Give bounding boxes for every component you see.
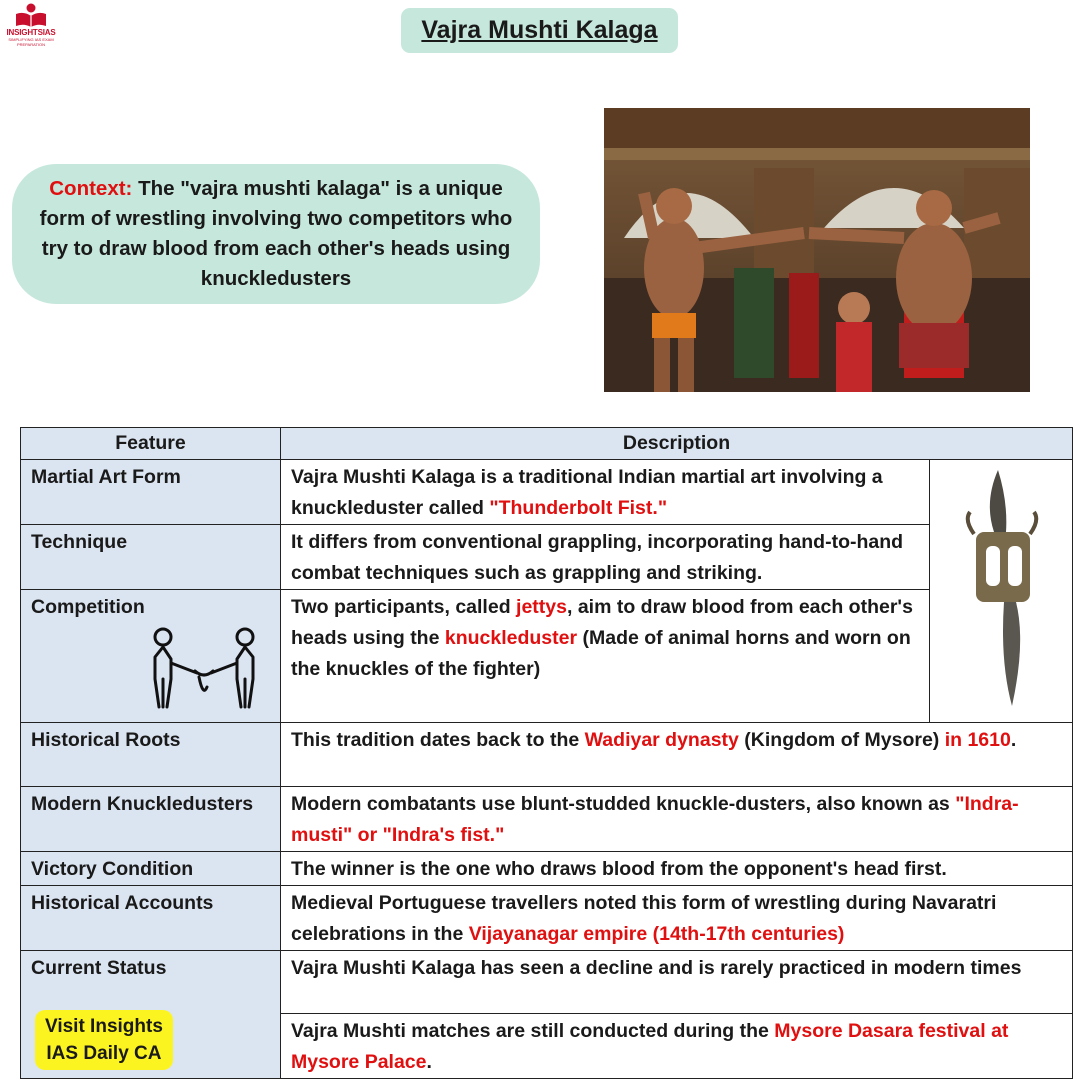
description-cell: Vajra Mushti Kalaga is a traditional Indian martial art involving a knuckleduster called "Thunderbolt Fist." (281, 460, 930, 525)
insightsias-logo (2, 2, 60, 48)
description-cell: Medieval Portuguese travellers noted this form of wrestling during Navaratri celebrations in the Vijayanagar empire (14th-17th centuries) (281, 886, 1073, 951)
feature-cell-label: Competition (31, 596, 145, 619)
context-box (12, 164, 540, 304)
feature-cell: Technique (21, 525, 281, 590)
description-column-header: Description (281, 428, 1073, 460)
feature-cell-label: Current Status (31, 957, 167, 979)
wrestling-photo (604, 108, 1030, 392)
table-row (21, 723, 1073, 787)
visit-line-1: Visit Insights (45, 1016, 163, 1037)
description-cell: Vajra Mushti matches are still conducted during the Mysore Dasara festival at Mysore Palace. (281, 1014, 1073, 1079)
wrestlers-icon (149, 627, 259, 709)
feature-cell (21, 951, 281, 1079)
table-row (21, 590, 1073, 723)
feature-column-header: Feature (21, 428, 281, 460)
description-cell: It differs from conventional grappling, incorporating hand-to-hand combat techniques such as grappling and striking. (281, 525, 930, 590)
feature-cell: Historical Roots (21, 723, 281, 787)
context-label: Context: (49, 177, 133, 200)
visit-line-2: IAS Daily CA (46, 1043, 162, 1064)
description-cell: This tradition dates back to the Wadiyar dynasty (Kingdom of Mysore) in 1610. (281, 723, 1073, 787)
feature-table (20, 427, 1073, 1079)
book-lamp-icon (14, 2, 48, 28)
description-cell: Vajra Mushti Kalaga has seen a decline and is rarely practiced in modern times (281, 951, 1073, 1014)
table-row (21, 852, 1073, 886)
feature-cell (21, 590, 281, 723)
logo-tagline: SIMPLIFYING IAS EXAM PREPARATION (8, 37, 54, 47)
feature-cell: Modern Knuckledusters (21, 787, 281, 852)
visit-insights-badge[interactable] (35, 1010, 173, 1070)
feature-cell: Martial Art Form (21, 460, 281, 525)
page-title: Vajra Mushti Kalaga (401, 8, 678, 53)
description-cell: Two participants, called jettys, aim to draw blood from each other's heads using the knuckleduster (Made of animal horns and worn on the knuckles of the fighter) (281, 590, 930, 723)
context-text: The "vajra mushti kalaga" is a unique form of wrestling involving two competitors who try to draw blood from each other's heads using knuckledusters (39, 177, 513, 290)
knuckleduster-image-cell (930, 460, 1073, 723)
description-cell: Modern combatants use blunt-studded knuckle-dusters, also known as "Indra-musti" or "Indra's fist." (281, 787, 1073, 852)
description-cell: The winner is the one who draws blood from the opponent's head first. (281, 852, 1073, 886)
feature-cell: Victory Condition (21, 852, 281, 886)
table-row (21, 787, 1073, 852)
table-row (21, 886, 1073, 951)
table-row (21, 951, 1073, 1014)
knuckleduster-image (956, 462, 1046, 712)
logo-name: INSIGHTSIAS (6, 28, 56, 37)
table-header-row (21, 428, 1073, 460)
feature-cell: Historical Accounts (21, 886, 281, 951)
table-row (21, 525, 1073, 590)
table-row (21, 460, 1073, 525)
